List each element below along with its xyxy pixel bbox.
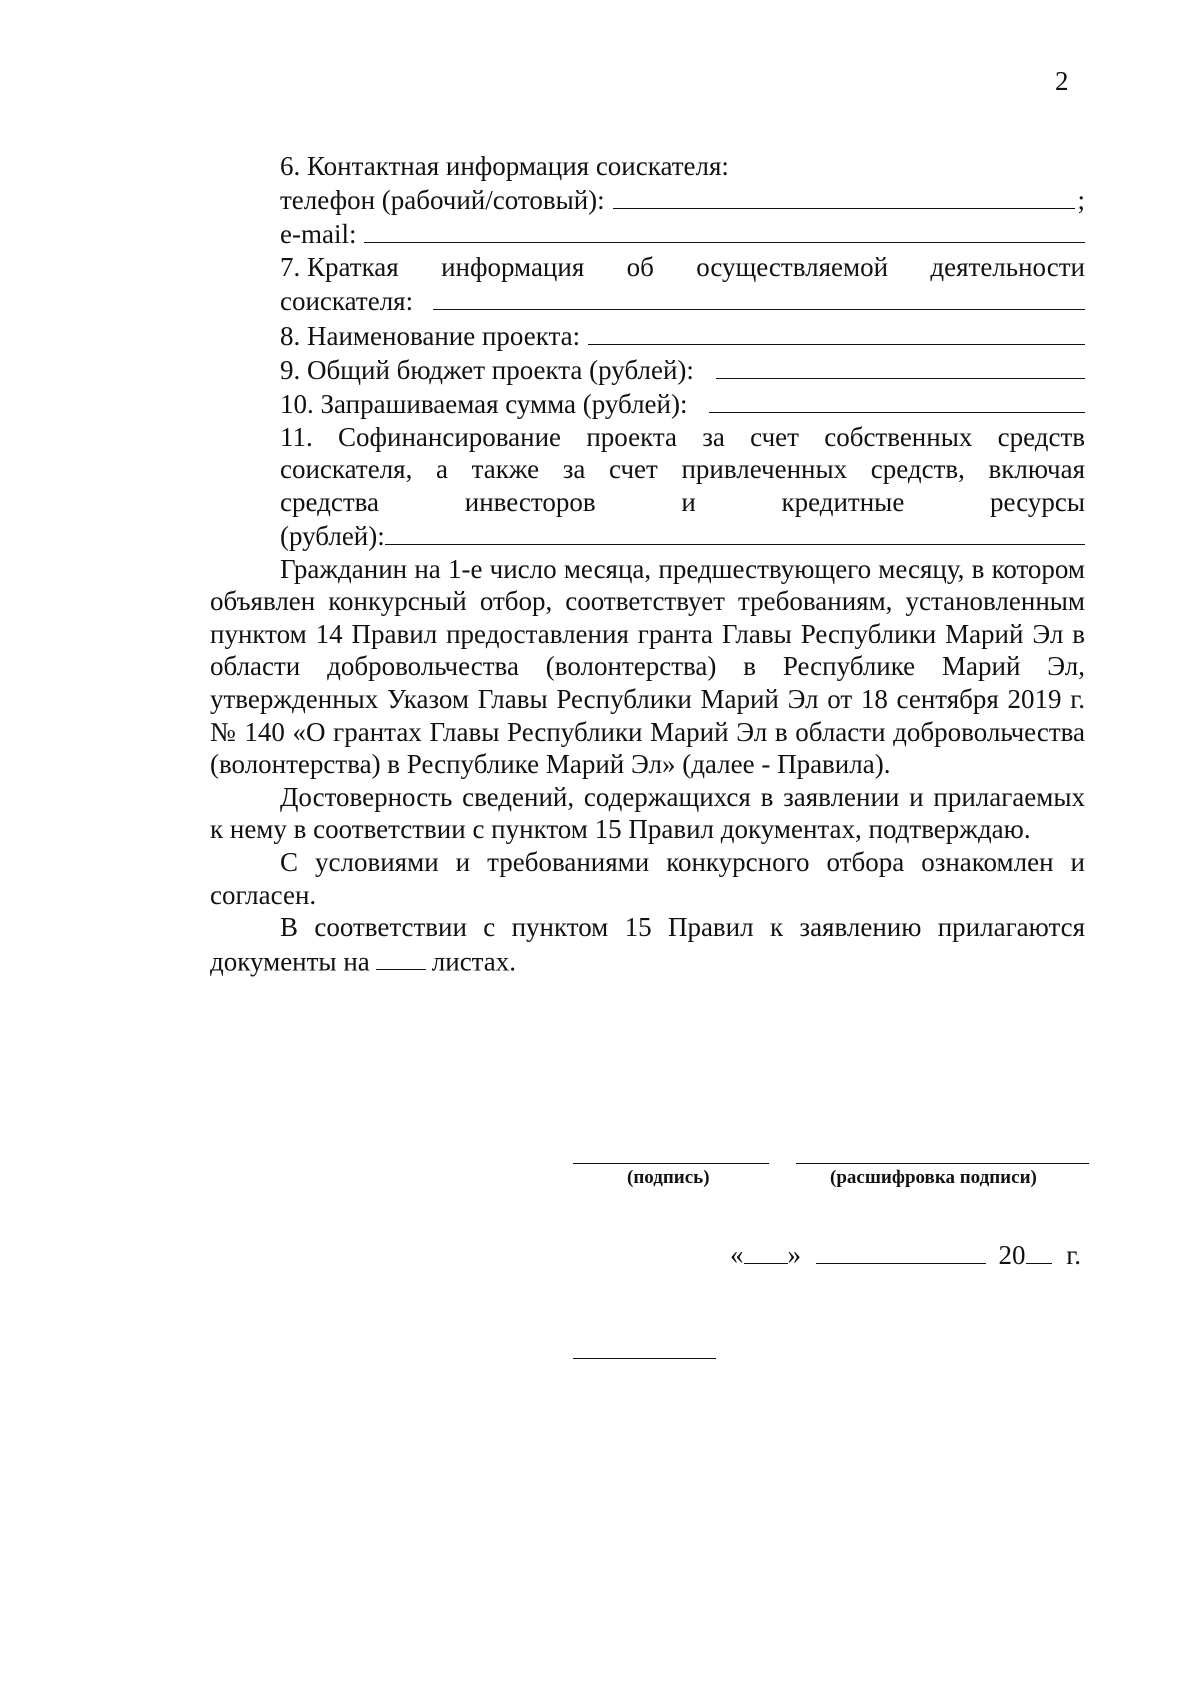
paragraph-compliance: Гражданин на 1-е число месяца, предшествующего месяцу, в котором объявлен конкурсный отбор, соответствует требованиям, установленным пунктом 14 Правил предоставления гранта Главы Республики Марий Эл в области добровольчества (волонтерства) в Республике Марий Эл, утвержденных Указом Главы Республики Марий Эл от 18 сентября 2019 г. № 140 «О грантах Главы Республики Марий Эл в области добровольчества (волонтерства) в Республике Марий Эл» (далее - Правила).	[210, 553, 1085, 780]
cofinancing-label: (рублей):	[280, 521, 385, 552]
requested-row	[280, 386, 1085, 420]
application-form	[210, 150, 1085, 978]
paragraph-attachments	[210, 911, 1085, 978]
cofinancing-line-2	[280, 453, 1085, 486]
requested-field[interactable]	[709, 386, 1085, 413]
day-field[interactable]	[744, 1237, 788, 1264]
cofinancing-text: соискателя, а также за счет привлеченных средств, включая	[280, 454, 1085, 485]
activity-label: соискателя:	[280, 286, 414, 317]
project-name-field[interactable]	[588, 318, 1085, 345]
cofinancing-text: 11. Софинансирование проекта за счет собственных средств	[280, 421, 1085, 452]
date-row	[730, 1237, 1081, 1271]
attachments-end: листах.	[431, 946, 517, 977]
signature-decode-caption: (расшифровка подписи)	[830, 1167, 1037, 1188]
year-prefix: 20	[998, 1239, 1026, 1270]
activity-line-1	[280, 251, 1085, 284]
sheets-count-field[interactable]	[376, 944, 426, 971]
signature-decode-line[interactable]	[796, 1163, 1089, 1164]
budget-field[interactable]	[716, 352, 1085, 379]
activity-word: 7. Краткая	[280, 252, 399, 283]
activity-field[interactable]	[433, 284, 1085, 311]
phone-label: телефон (рабочий/сотовый):	[280, 185, 605, 216]
budget-row	[280, 352, 1085, 386]
contact-heading	[280, 150, 1085, 183]
activity-word: об	[626, 252, 654, 283]
date-close-quote: »	[787, 1239, 801, 1270]
year-field[interactable]	[1026, 1237, 1052, 1264]
cofinancing-field[interactable]	[385, 518, 1085, 545]
email-field[interactable]	[364, 217, 1085, 244]
activity-word: информация	[441, 252, 585, 283]
cofinancing-word: ресурсы	[990, 486, 1085, 517]
paragraph-conditions: С условиями и требованиями конкурсного отбора ознакомлен и согласен.	[210, 846, 1085, 910]
project-name-label: 8. Наименование проекта:	[280, 320, 581, 351]
paragraph-reliability: Достоверность сведений, содержащихся в заявлении и прилагаемых к нему в соответствии с пунктом 15 Правил документах, подтверждаю.	[210, 781, 1085, 845]
signature-line[interactable]	[573, 1163, 769, 1164]
cofinancing-line-3	[280, 486, 1085, 519]
page-number: 2	[1055, 66, 1069, 96]
year-suffix: г.	[1066, 1239, 1082, 1270]
activity-word: деятельности	[930, 252, 1085, 283]
email-row	[280, 217, 1085, 251]
phone-semicolon: ;	[1077, 185, 1085, 216]
cofinancing-word: кредитные	[781, 486, 905, 517]
signature-caption: (подпись)	[627, 1167, 710, 1188]
budget-label: 9. Общий бюджет проекта (рублей):	[280, 354, 694, 385]
activity-row	[280, 284, 1085, 318]
cofinancing-word: инвесторов	[464, 486, 596, 517]
email-label: e-mail:	[280, 219, 357, 250]
phone-field[interactable]	[613, 183, 1076, 210]
closing-separator-line	[573, 1358, 716, 1359]
activity-word: осуществляемой	[696, 252, 889, 283]
project-name-row	[280, 318, 1085, 352]
requested-label: 10. Запрашиваемая сумма (рублей):	[280, 389, 688, 419]
attachments-text: В соответствии с пунктом 15 Правил к заявлению прилагаются документы на	[210, 912, 1085, 977]
date-open-quote: «	[730, 1239, 744, 1270]
contact-heading-text: 6. Контактная информация соискателя:	[280, 151, 729, 181]
cofinancing-word: средства	[280, 486, 380, 517]
cofinancing-row	[280, 518, 1085, 552]
cofinancing-word: и	[681, 486, 696, 517]
cofinancing-line-1	[280, 421, 1085, 454]
month-field[interactable]	[816, 1237, 986, 1264]
phone-row	[280, 183, 1085, 217]
